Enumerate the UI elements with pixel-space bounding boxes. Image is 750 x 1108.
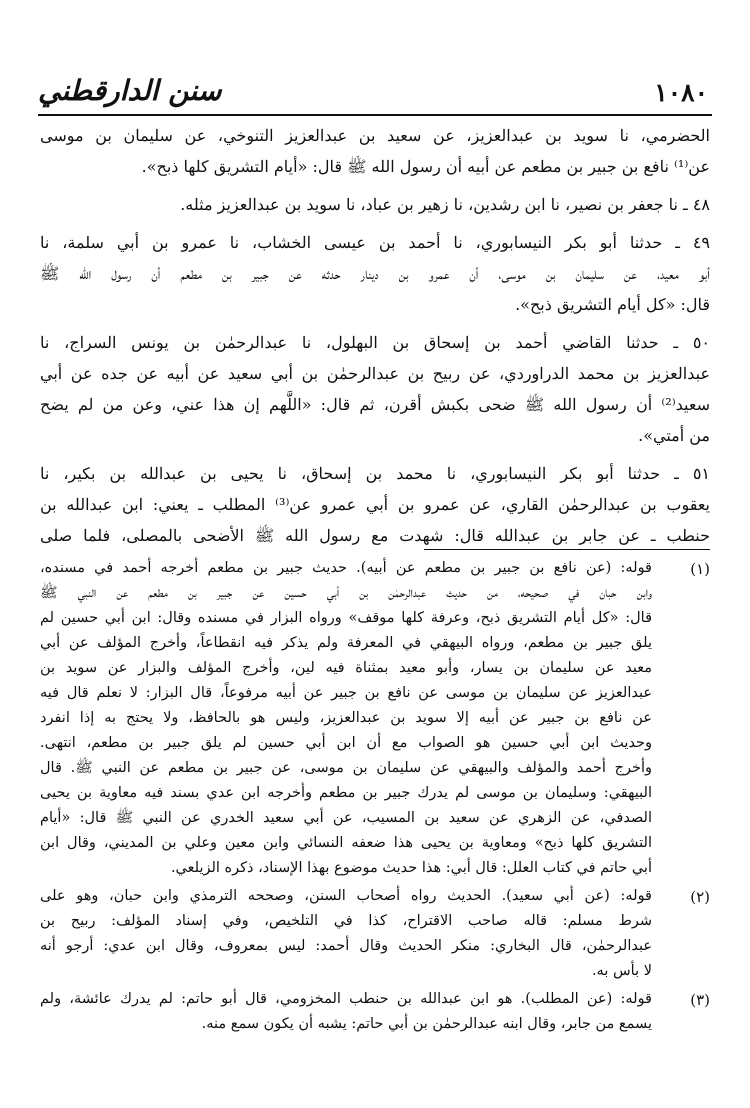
footnote-2 [40,884,710,984]
footnote-3 [40,987,710,1037]
footnote-line: معيد عن سليمان بن يسار، وأبو معيد بمثناة فيه لين، وأخرج المؤلف والبزار عن سويد بن [40,660,652,676]
footnote-line: أبي حاتم في كتاب العلل: قال أبي: هذا حديث موضوع بهذا الإسناد، ذكره الزيلعي. [170,860,652,876]
footnote-line: يلق جبير بن مطعم، ورواه البيهقي في المعرفة ولم يذكر فيه انقطاعاً، وأخرج المؤلف عن أبي [40,635,652,651]
footnote-number: (٣) [690,991,710,1009]
hadith-48: ٤٨ ـ نا جعفر بن نصير، نا ابن رشدين، نا زهير بن عباد، نا سويد بن عبدالعزيز مثله. [180,195,710,214]
footnote-line: وابن حبان في صحيحه، من حديث عبدالرحمٰن بن أبي حسين عن جبير بن مطعم عن النبي ﷺ [40,585,652,601]
footnote-number: (١) [690,560,710,578]
book-title: سنن الدارقطني [38,74,222,107]
text-line: سعيد⁽²⁾ أن رسول الله ﷺ ضحى بكبش أقرن، ثم قال: «اللَّهم إن هذا عني، وعن من لم يضح [40,395,710,414]
text-line: عن⁽¹⁾ نافع بن جبير بن مطعم عن أبيه أن رسول الله ﷺ قال: «أيام التشريق كلها ذبح». [141,157,710,176]
footnote-line: الصدفي، عن الزهري عن سعيد بن المسيب، عن أبي سعيد الخدري عن النبي ﷺ قال: «أيام [40,810,652,826]
footnote-line: قوله: (عن المطلب). هو ابن عبدالله بن حنطب المخزومي، قال أبو حاتم: لم يدرك عائشة، ولم [40,991,652,1007]
hadith-49: ٤٩ ـ حدثنا أبو بكر النيسابوري، نا أحمد بن عيسى الخشاب، نا عمرو بن أبي سلمة، نا [40,233,710,252]
hadith-51: ٥١ ـ حدثنا أبو بكر النيسابوري، نا محمد بن إسحاق، نا يحيى بن عبدالله بن بكير، نا [40,464,710,483]
footnote-line: البيهقي: وسليمان بن موسى لم يدرك جبير بن مطعم وأخرجه ابن عدي بسند فيه معاوية بن يحيى [40,785,652,801]
footnote-line: وحديث ابن أبي حسين هو الصواب مع أن ابن أبي حسين لم يلق جبير بن مطعم، انتهى. [40,735,652,751]
text-line: أبو معيد، عن سليمان بن موسى، أن عمرو بن دينار حدثه عن جبير بن مطعم أن رسول الله ﷺ [40,264,710,283]
footnote-line: عبدالعزيز عن سليمان بن موسى عن نافع بن جبير عن أبيه مرفوعاً، قال البزار: لا نعلم قال فيه [40,685,652,701]
footnote-line: وأخرج أحمد والمؤلف والبيهقي عن سليمان بن موسى، عن جبير بن مطعم عن النبي ﷺ. قال [40,760,652,776]
footnote-line: التشريق كلها ذبح» ومعاوية بن يحيى هذا ضعفه النسائي وابن معين وعلي بن المديني، وقال ابن [40,835,652,851]
text-line: عبدالعزيز بن محمد الدراوردي، عن ربيح بن عبدالرحمٰن بن أبي سعيد عن أبيه عن جده عن أبي [40,364,710,383]
text-line: حنطب ـ عن جابر بن عبدالله قال: شهدت مع رسول الله ﷺ الأضحى بالمصلى، فلما صلى [40,526,710,545]
footnote-line: قوله: (عن أبي سعيد). الحديث رواه أصحاب السنن، وصححه الترمذي وابن حبان، وهو على [40,888,652,904]
text-line: الحضرمي، نا سويد بن عبدالعزيز، عن سعيد بن عبدالعزيز التنوخي، عن سليمان بن موسى [40,126,710,145]
footnote-line: عن نافع بن جبير عن أبيه إلا سويد بن عبدالعزيز، وليس هو بالحافظ، ولا يحتج به إذا انفرد [40,710,652,726]
footnote-line: قوله: (عن نافع بن جبير بن مطعم عن أبيه). حديث جبير بن مطعم أخرجه أحمد في مسنده، [40,560,652,576]
page-header [38,72,712,116]
footnote-separator [424,549,710,550]
footnotes [40,556,710,1037]
text-line: قال: «كل أيام التشريق ذبح». [515,295,710,314]
footnote-line: قال: «كل أيام التشريق ذبح، وعرفة كلها موقف» ورواه البزار في مسنده وقال: ابن أبي حسين لم [40,610,652,626]
text-line: يعقوب بن عبدالرحمٰن القاري، عن عمرو بن أبي عمرو عن⁽³⁾ المطلب ـ يعني: ابن عبدالله بن [40,495,710,514]
footnote-number: (٢) [690,888,710,906]
footnote-line: لا بأس به. [591,963,652,979]
footnote-line: شرط مسلم: قاله صاحب الاقتراح، كذا في التلخيص، وفي إسناد المؤلف: ربيح بن [40,913,652,929]
footnote-1 [40,556,710,881]
page-number: ١٠٨٠ [654,78,708,107]
hadith-50: ٥٠ ـ حدثنا القاضي أحمد بن إسحاق بن البهلول، نا عبدالرحمٰن بن يونس السراج، نا [40,333,710,352]
text-line: من أمتي». [638,426,710,445]
main-text [40,120,710,551]
footnote-line: عبدالرحمٰن، قال البخاري: منكر الحديث وقال أحمد: ليس بمعروف، وقال ابن عدي: أرجو أنه [40,938,652,954]
footnote-line: يسمع من جابر، وقال ابنه عبدالرحمٰن بن أبي حاتم: يشبه أن يكون سمع منه. [201,1016,652,1032]
